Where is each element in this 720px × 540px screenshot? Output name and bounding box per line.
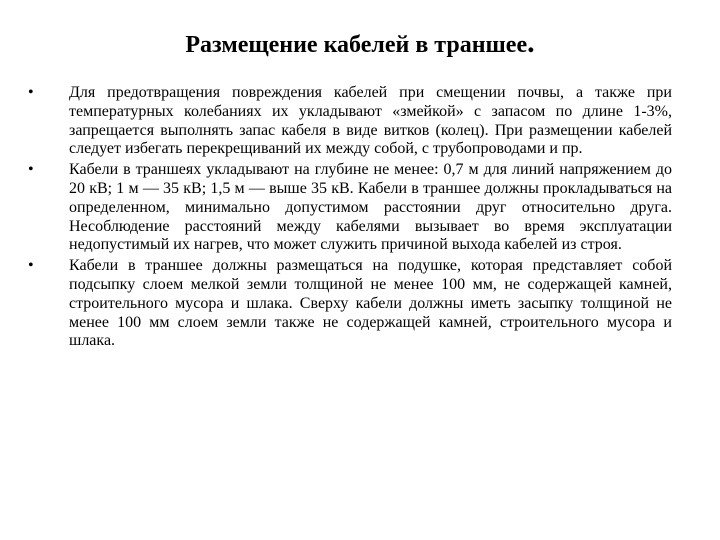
slide-title-period: . bbox=[527, 26, 535, 59]
bullet-item bbox=[0, 257, 720, 351]
bullet-marker: • bbox=[28, 161, 34, 179]
bullet-marker: • bbox=[28, 84, 34, 101]
slide-title-text: Размещение кабелей в траншее bbox=[185, 32, 528, 58]
bullet-item bbox=[0, 84, 720, 159]
bullet-text: Кабели в траншеях укладывают на глубине не менее: 0,7 м для линий напряжением до 20 кВ; 1 м — 35 кВ; 1,5 м — выше 35 кВ. Кабели в траншее должны прокладываться на определенном, минимально допустимом расстоянии друг относительно друга. Несоблюдение расстояний между кабелями вызывает во время эксплуатации недопустимый их нагрев, что может служить причиной выхода кабелей из строя. bbox=[69, 161, 672, 254]
slide-title bbox=[0, 28, 720, 60]
bullet-text: Для предотвращения повреждения кабелей при смещении почвы, а также при температурных колебаниях их укладывают «змейкой» с запасом по длине 1-3%, запрещается выполнять запас кабеля в виде витков (колец). При размещении кабелей следует избегать перекрещиваний их между собой, с трубопроводами и пр. bbox=[69, 84, 672, 158]
bullet-item bbox=[0, 161, 720, 255]
bullet-marker: • bbox=[28, 257, 34, 275]
bullet-list bbox=[0, 84, 720, 353]
bullet-text: Кабели в траншее должны размещаться на подушке, которая представляет собой подсыпку слоем мелкой земли толщиной не менее 100 мм, не содержащей камней, строительного мусора и шлака. Сверху кабели должны иметь засыпку толщиной не менее 100 мм слоем земли также не содержащей камней, строительного мусора и шлака. bbox=[69, 257, 672, 350]
